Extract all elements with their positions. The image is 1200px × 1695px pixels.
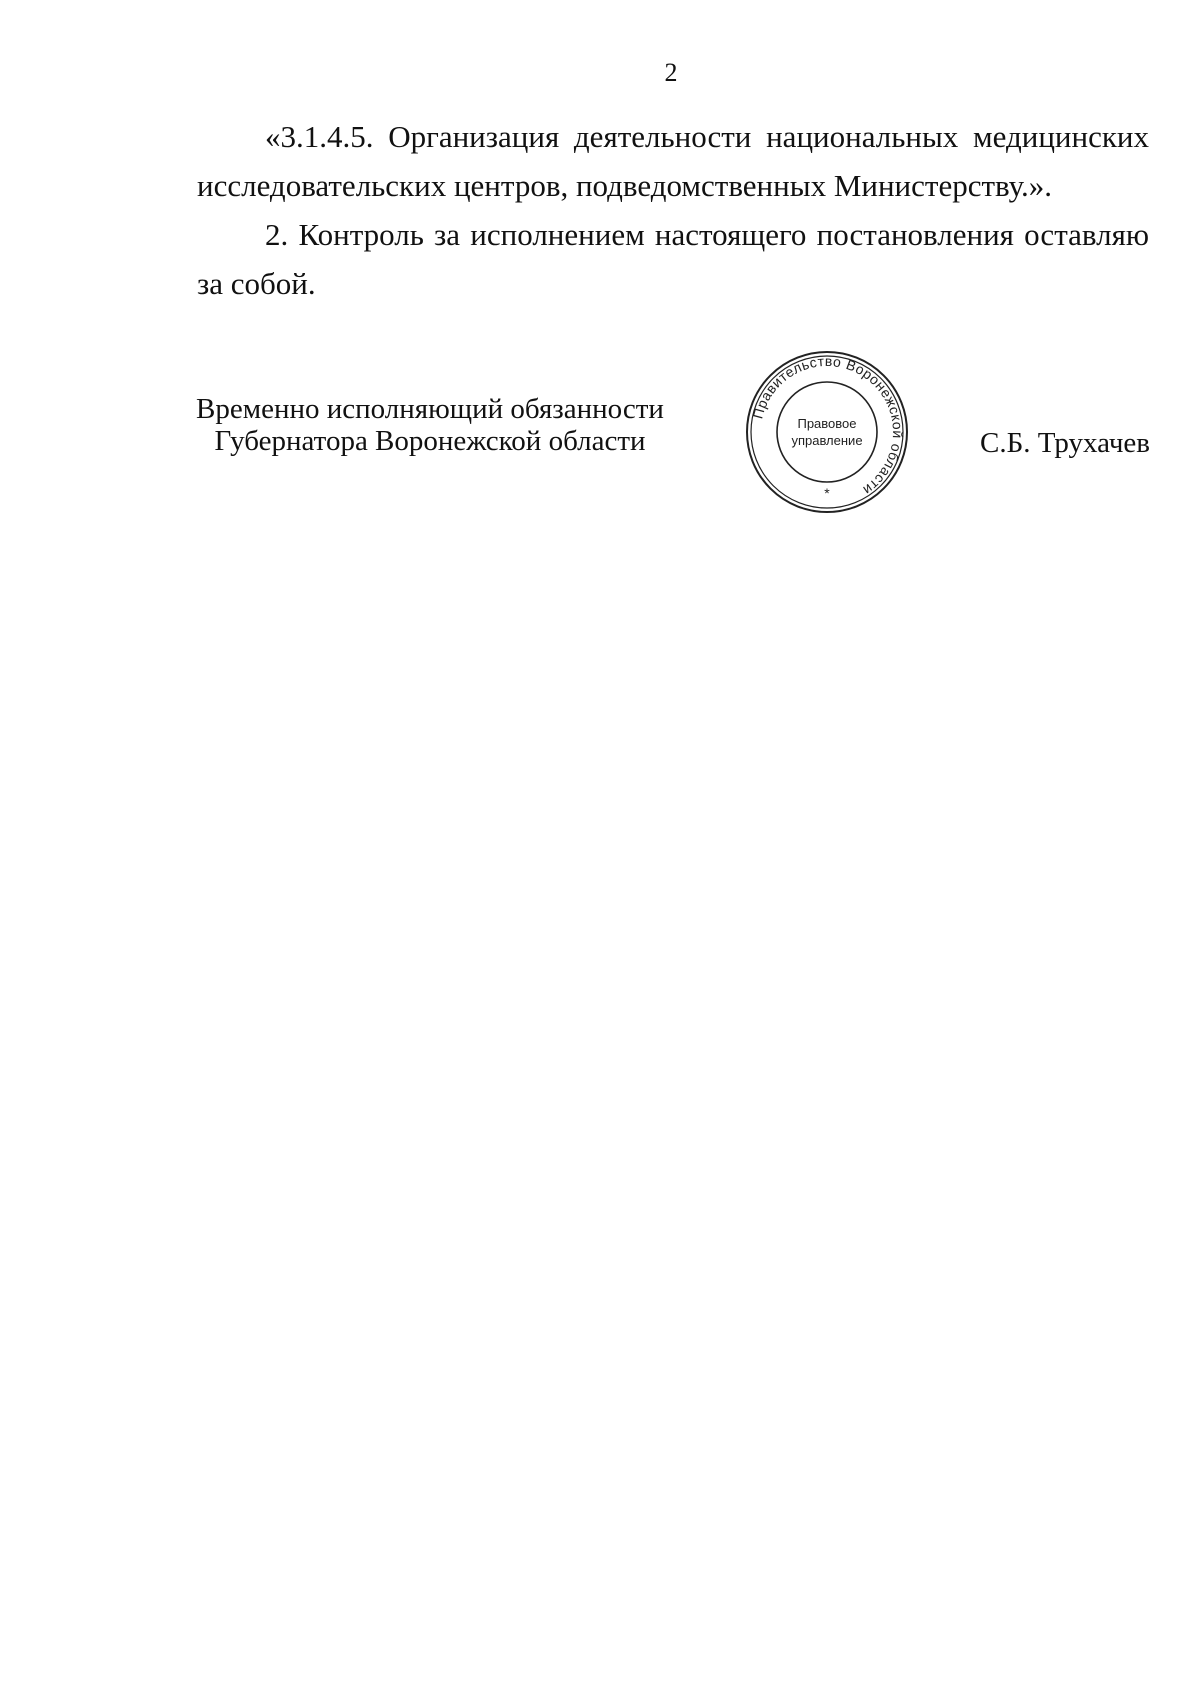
stamp-inner-ring xyxy=(777,382,877,482)
official-stamp xyxy=(743,348,911,516)
paragraph-amendment: «3.1.4.5. Организация деятельности национальных медицинских исследовательских центров, подведомственных Министерству.». xyxy=(197,119,1149,203)
signatory-title xyxy=(190,393,670,457)
stamp-star: * xyxy=(824,485,830,501)
stamp-center-line2: управление xyxy=(791,433,863,448)
stamp-center-line1: Правовое xyxy=(797,416,857,431)
paragraph-control: 2. Контроль за исполнением настоящего постановления оставляю за собой. xyxy=(197,217,1149,301)
signatory-title-line1: Временно исполняющий обязанности xyxy=(196,393,664,425)
page-number: 2 xyxy=(664,58,678,87)
signatory-name: С.Б. Трухачев xyxy=(980,427,1150,459)
stamp-ring-text: Правительство Воронежской области xyxy=(749,352,907,499)
signatory-title-line2: Губернатора Воронежской области xyxy=(214,425,646,457)
